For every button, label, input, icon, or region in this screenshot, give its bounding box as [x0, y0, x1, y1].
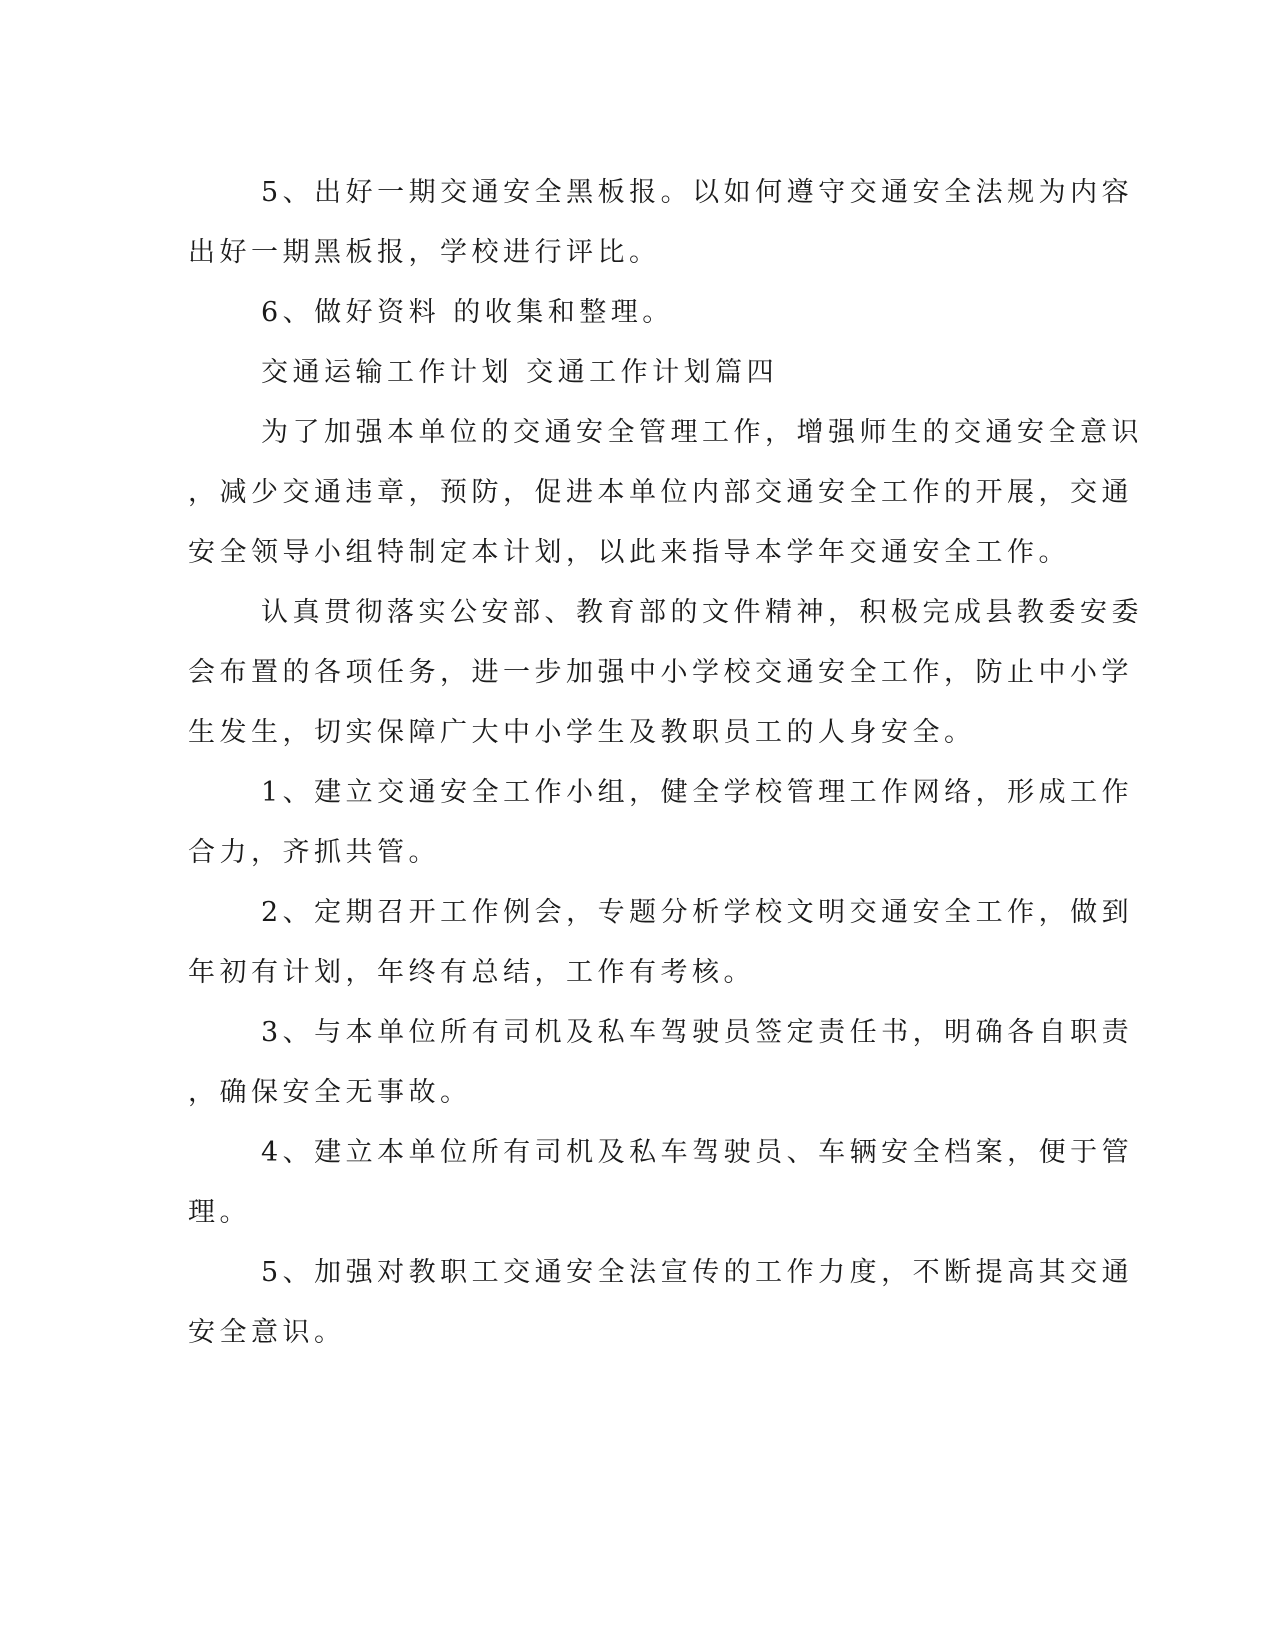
- text-line: 出好一期黑板报，学校进行评比。: [188, 237, 661, 268]
- text-line: 会布置的各项任务，进一步加强中小学校交通安全工作，防止中小学: [188, 657, 1133, 688]
- section-heading: [188, 343, 1068, 403]
- document-body: [188, 163, 1143, 1363]
- paragraph-guidance: [188, 583, 1143, 763]
- paragraph-item-4: [188, 1123, 1134, 1243]
- paragraph-item-6-materials: [188, 283, 1068, 343]
- text-line: 6、做好资料 的收集和整理。: [261, 297, 674, 328]
- section-title: 交通运输工作计划 交通工作计划篇四: [261, 357, 779, 388]
- text-line: 安全领导小组特制定本计划，以此来指导本学年交通安全工作。: [188, 537, 1070, 568]
- text-line: 生发生，切实保障广大中小学生及教职员工的人身安全。: [188, 717, 976, 748]
- text-line: ，减少交通违章，预防，促进本单位内部交通安全工作的开展，交通: [188, 477, 1133, 508]
- text-line: 年初有计划，年终有总结，工作有考核。: [188, 957, 755, 988]
- text-line: 4、建立本单位所有司机及私车驾驶员、车辆安全档案，便于管: [261, 1137, 1134, 1168]
- paragraph-item-5-blackboard: [188, 163, 1134, 283]
- text-line: 认真贯彻落实公安部、教育部的文件精神，积极完成县教委安委: [261, 597, 1143, 628]
- text-line: 安全意识。: [188, 1317, 346, 1348]
- text-line: 5、加强对教职工交通安全法宣传的工作力度，不断提高其交通: [261, 1257, 1134, 1288]
- paragraph-item-2: [188, 883, 1134, 1003]
- text-line: 合力，齐抓共管。: [188, 837, 440, 868]
- paragraph-intro: [188, 403, 1143, 583]
- paragraph-item-1: [188, 763, 1134, 883]
- text-line: 3、与本单位所有司机及私车驾驶员签定责任书，明确各自职责: [261, 1017, 1134, 1048]
- text-line: 为了加强本单位的交通安全管理工作，增强师生的交通安全意识: [261, 417, 1143, 448]
- text-line: 1、建立交通安全工作小组，健全学校管理工作网络，形成工作: [261, 777, 1134, 808]
- paragraph-item-5-awareness: [188, 1243, 1134, 1363]
- paragraph-item-3: [188, 1003, 1134, 1123]
- text-line: 理。: [188, 1197, 251, 1228]
- text-line: 2、定期召开工作例会，专题分析学校文明交通安全工作，做到: [261, 897, 1134, 928]
- text-line: 5、出好一期交通安全黑板报。以如何遵守交通安全法规为内容: [261, 177, 1134, 208]
- text-line: ，确保安全无事故。: [188, 1077, 472, 1108]
